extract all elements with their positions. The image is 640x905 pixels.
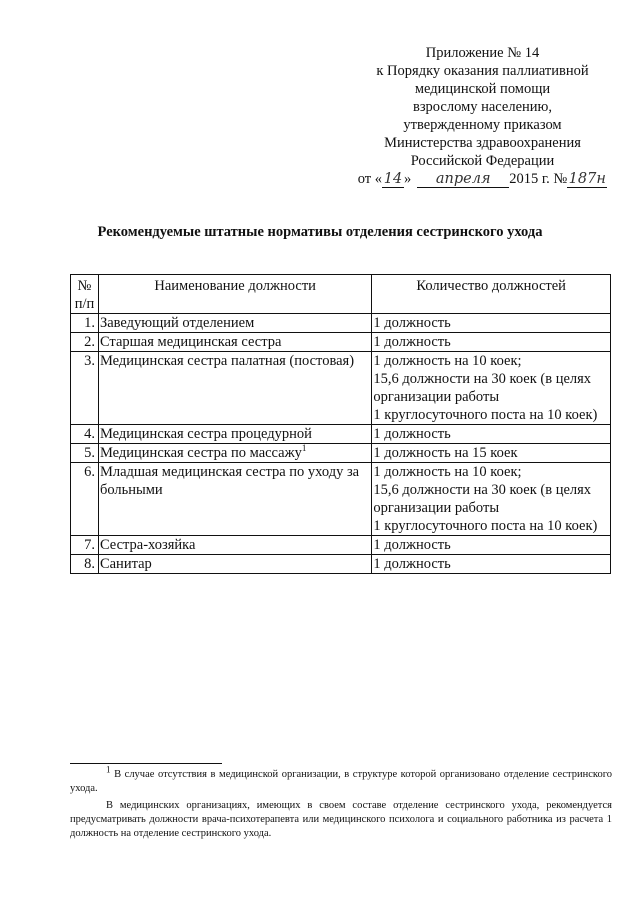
handwritten-day: 14	[383, 171, 403, 187]
annex-line: к Порядку оказания паллиативной	[376, 63, 589, 79]
position-count-line: 1 должность	[373, 426, 451, 442]
position-count-line: 1 должность	[373, 334, 451, 350]
table-row	[71, 555, 611, 574]
table-row	[71, 352, 611, 425]
position-name: Младшая медицинская сестра по уходу за больными	[99, 464, 360, 498]
table-row	[71, 425, 611, 444]
annex-number: Приложение № 14	[425, 45, 540, 61]
table-row	[71, 314, 611, 333]
annex-line: Российской Федерации	[410, 153, 555, 169]
position-count-line: 1 должность	[373, 537, 451, 553]
date-mid: »	[404, 171, 412, 187]
position-count-cell	[372, 314, 611, 333]
position-name-cell	[98, 536, 371, 555]
document-title: Рекомендуемые штатные нормативы отделения сестринского ухода	[97, 224, 543, 240]
position-name: Медицинская сестра по массажу	[99, 445, 302, 461]
header-count: Количество должностей	[372, 275, 611, 314]
annex-line: медицинской помощи	[414, 81, 551, 97]
position-count-cell	[372, 444, 611, 463]
footnote-ref: 1	[301, 443, 307, 454]
header-position: Наименование должности	[98, 275, 371, 314]
position-count-cell	[372, 352, 611, 425]
row-number: 8.	[71, 555, 99, 574]
position-count-line: 1 должность на 10 коек;	[373, 353, 522, 369]
position-name-cell	[98, 425, 371, 444]
position-count-line: 1 должность на 10 коек;	[373, 464, 522, 480]
row-number: 4.	[71, 425, 99, 444]
position-count-cell	[372, 333, 611, 352]
table-row	[71, 333, 611, 352]
position-count-line: 1 круглосуточного поста на 10 коек)	[373, 407, 598, 423]
table-row	[71, 463, 611, 536]
handwritten-month: апреля	[417, 171, 509, 188]
annex-line: утвержденному приказом	[403, 117, 562, 133]
position-count-line: 1 должность	[373, 556, 451, 572]
position-name-cell	[98, 314, 371, 333]
position-count-cell	[372, 425, 611, 444]
staff-table	[70, 274, 611, 574]
footnote-mark: 1	[106, 764, 111, 775]
position-name-cell	[98, 352, 371, 425]
position-count-line: 1 круглосуточного поста на 10 коек)	[373, 518, 598, 534]
position-name: Санитар	[99, 556, 152, 572]
position-name: Заведующий отделением	[99, 315, 255, 331]
date-prefix: от «	[357, 171, 382, 187]
position-name: Старшая медицинская сестра	[99, 334, 282, 350]
footnote-1-text: В случае отсутствия в медицинской организации, в структуре которой организовано отделение сестринского ухода.	[70, 769, 613, 794]
position-count-cell	[372, 555, 611, 574]
position-count-line: 15,6 должности на 30 коек (в целях организации работы	[373, 371, 592, 405]
row-number: 3.	[71, 352, 99, 425]
annex-header	[345, 44, 620, 188]
position-name-cell	[98, 444, 371, 463]
annex-line: Министерства здравоохранения	[384, 135, 581, 151]
row-number: 7.	[71, 536, 99, 555]
row-number: 5.	[71, 444, 99, 463]
footnote-1	[70, 764, 613, 796]
position-name-cell	[98, 463, 371, 536]
row-number: 1.	[71, 314, 99, 333]
table-row	[71, 536, 611, 555]
row-number: 2.	[71, 333, 99, 352]
row-number: 6.	[71, 463, 99, 536]
position-name: Медицинская сестра палатная (постовая)	[99, 353, 355, 369]
position-name: Медицинская сестра процедурной	[99, 426, 312, 442]
handwritten-order-number: 187н	[568, 171, 606, 187]
year-text: 2015 г. №	[509, 171, 568, 187]
footnotes	[70, 764, 613, 844]
order-date-line	[345, 170, 620, 188]
annex-line: взрослому населению,	[412, 99, 553, 115]
table-header-row	[71, 275, 611, 314]
position-name-cell	[98, 333, 371, 352]
position-name-cell	[98, 555, 371, 574]
footnote-rule	[70, 763, 222, 764]
position-name: Сестра-хозяйка	[99, 537, 196, 553]
footnote-2: В медицинских организациях, имеющих в своем составе отделение сестринского ухода, рекомендуется предусматривать должности врача-психотерапевта или медицинского психолога и социального работника из расчета 1 должность на отделение сестринского ухода.	[70, 800, 612, 839]
position-count-cell	[372, 463, 611, 536]
table-row	[71, 444, 611, 463]
header-number: № п/п	[71, 275, 99, 314]
position-count-line: 15,6 должности на 30 коек (в целях организации работы	[373, 482, 592, 516]
position-count-line: 1 должность	[373, 315, 451, 331]
position-count-line: 1 должность на 15 коек	[373, 445, 518, 461]
position-count-cell	[372, 536, 611, 555]
